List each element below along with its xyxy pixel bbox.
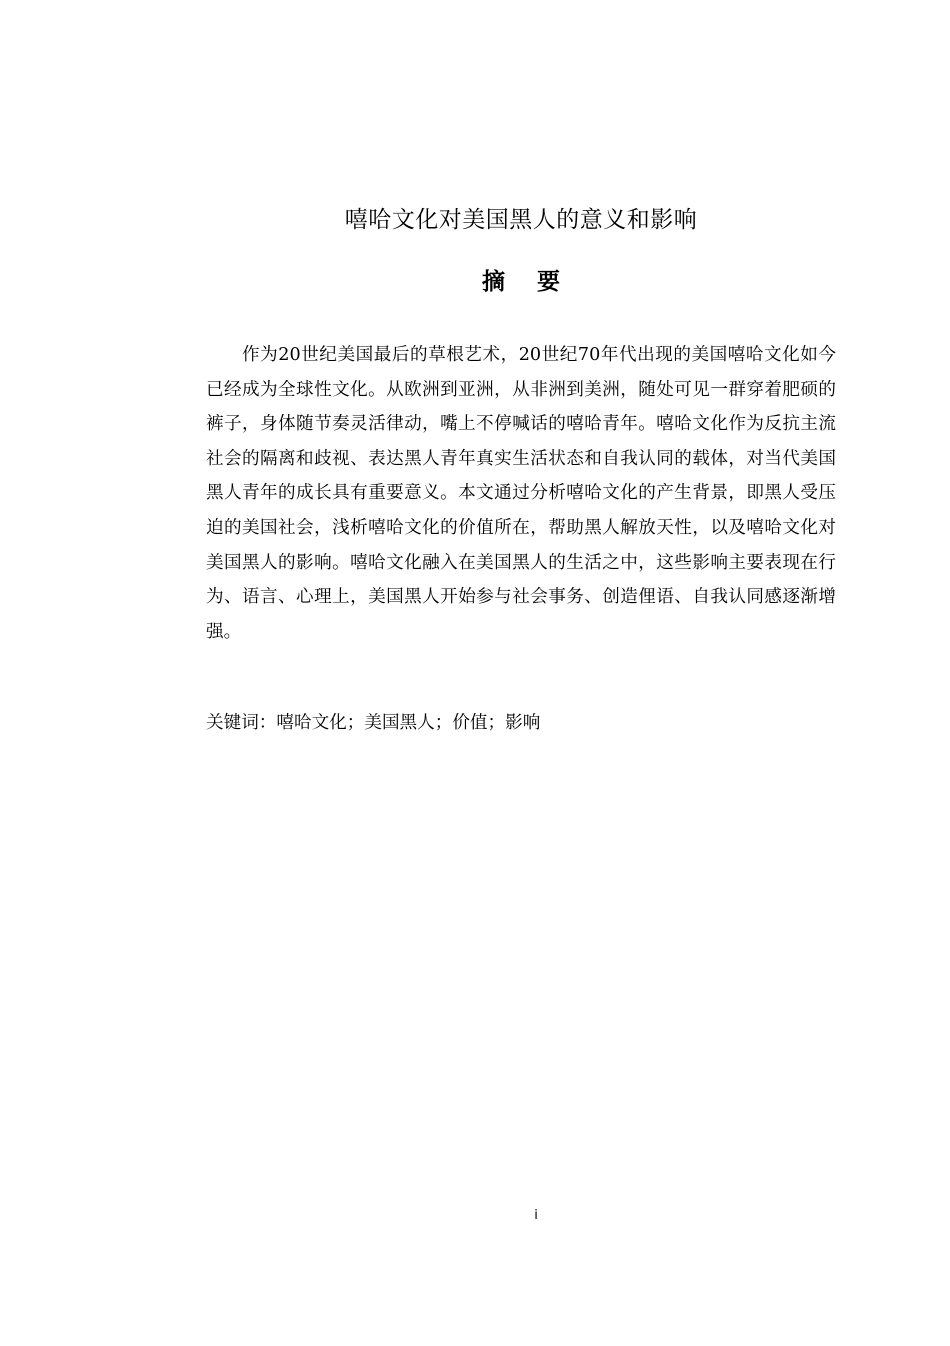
abstract-heading: 摘 要 (481, 269, 572, 295)
abstract-body: 作为20世纪美国最后的草根艺术，20世纪70年代出现的美国嘻哈文化如今已经成为全球性文化。从欧洲到亚洲，从非洲到美洲，随处可见一群穿着肥硕的裤子，身体随节奏灵活律动，嘴上不停喊话的嘻哈青年。嘻哈文化作为反抗主流社会的隔离和歧视、表达黑人青年真实生活状态和自我认同的载体，对当代美国黑人青年的成长具有重要意义。本文通过分析嘻哈文化的产生背景，即黑人受压迫的美国社会，浅析嘻哈文化的价值所在，帮助黑人解放天性，以及嘻哈文化对美国黑人的影响。嘻哈文化融入在美国黑人的生活之中，这些影响主要表现在行为、语言、心理上，美国黑人开始参与社会事务、创造俚语、自我认同感逐渐增强。 (206, 345, 836, 642)
document-title: 嘻哈文化对美国黑人的意义和影响 (344, 207, 698, 233)
page-number: i (534, 1208, 538, 1223)
keywords-label: 关键词： (206, 713, 277, 733)
keywords-line (206, 706, 836, 740)
keywords-text: 嘻哈文化；美国黑人；价值；影响 (276, 713, 541, 733)
